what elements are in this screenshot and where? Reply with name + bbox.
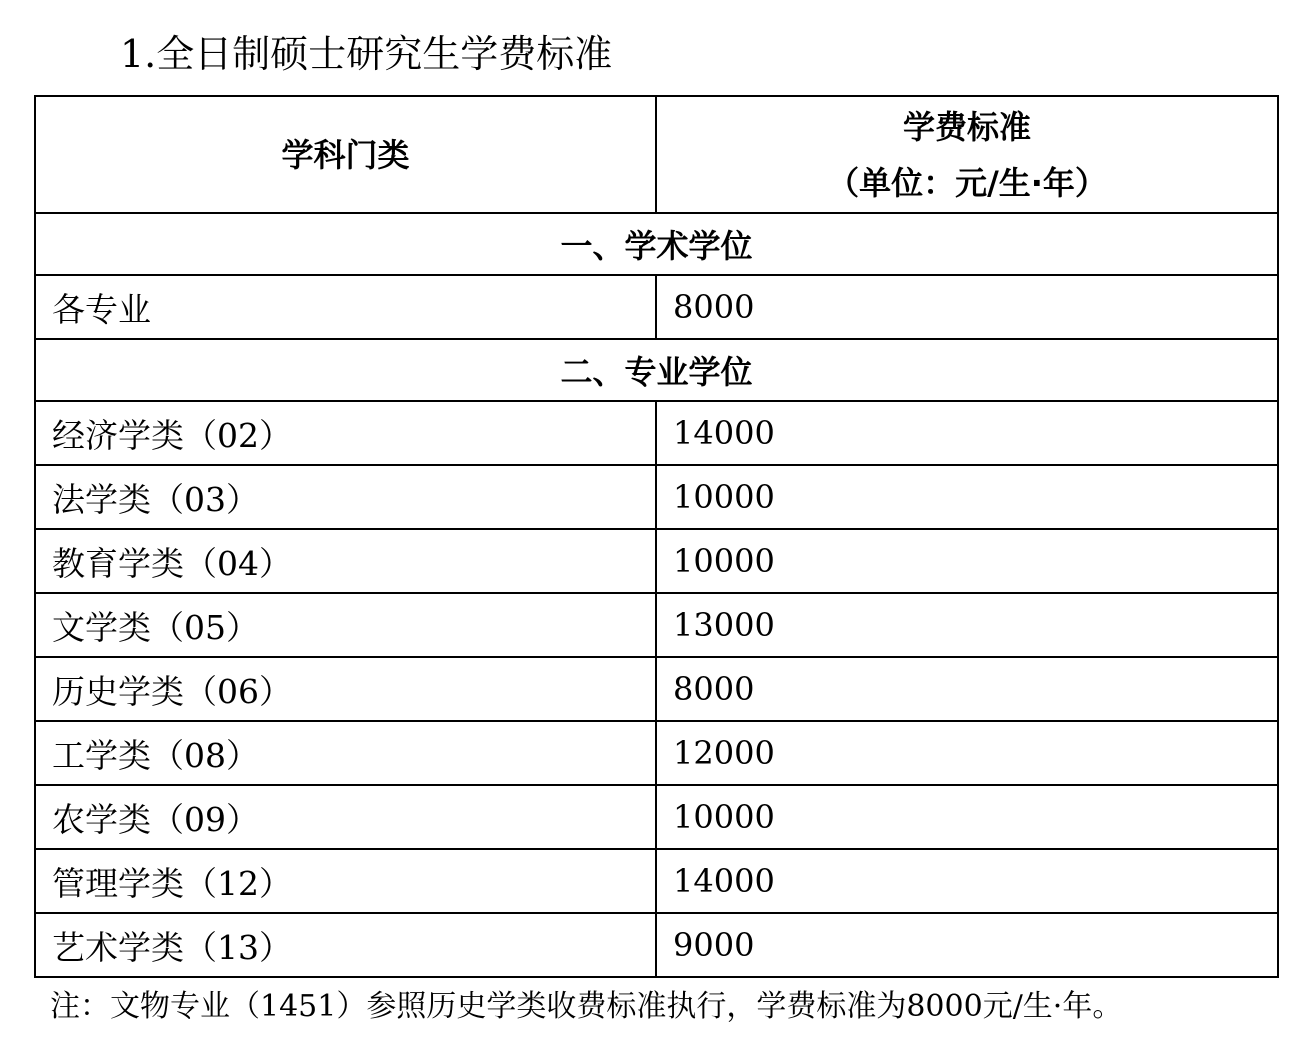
- category-cell: 历史学类（06）: [35, 657, 656, 721]
- fee-cell: 8000: [656, 275, 1278, 339]
- header-fee-title: 学费标准: [902, 107, 1031, 146]
- category-cell: 教育学类（04）: [35, 529, 656, 593]
- category-cell: 经济学类（02）: [35, 401, 656, 465]
- section-label: 一、学术学位: [35, 213, 1278, 275]
- fee-cell: 13000: [656, 593, 1278, 657]
- fee-cell: 10000: [656, 465, 1278, 529]
- table-row: [35, 785, 1278, 849]
- fee-cell: 8000: [656, 657, 1278, 721]
- header-category: 学科门类: [35, 96, 656, 213]
- fee-cell: 14000: [656, 849, 1278, 913]
- fee-cell: 12000: [656, 721, 1278, 785]
- fee-cell: 14000: [656, 401, 1278, 465]
- section-row-professional: [35, 339, 1278, 401]
- header-fee-unit: （单位：元/生·年）: [827, 163, 1107, 202]
- table-row: [35, 529, 1278, 593]
- table-row: [35, 401, 1278, 465]
- section-label: 二、专业学位: [35, 339, 1278, 401]
- table-row: [35, 465, 1278, 529]
- table-row: [35, 275, 1278, 339]
- table-row: [35, 593, 1278, 657]
- category-cell: 工学类（08）: [35, 721, 656, 785]
- category-cell: 各专业: [35, 275, 656, 339]
- category-cell: 管理学类（12）: [35, 849, 656, 913]
- header-fee: [656, 96, 1278, 213]
- category-cell: 农学类（09）: [35, 785, 656, 849]
- page-title: 1.全日制硕士研究生学费标准: [120, 32, 613, 76]
- category-cell: 法学类（03）: [35, 465, 656, 529]
- table-header-row: [35, 96, 1278, 213]
- footnote: 注：文物专业（1451）参照历史学类收费标准执行，学费标准为8000元/生·年。: [50, 989, 1123, 1024]
- section-row-academic: [35, 213, 1278, 275]
- category-cell: 文学类（05）: [35, 593, 656, 657]
- category-cell: 艺术学类（13）: [35, 913, 656, 977]
- table-row: [35, 849, 1278, 913]
- fee-cell: 10000: [656, 529, 1278, 593]
- fee-cell: 9000: [656, 913, 1278, 977]
- table-row: [35, 913, 1278, 977]
- table-row: [35, 721, 1278, 785]
- fee-cell: 10000: [656, 785, 1278, 849]
- tuition-table: [34, 95, 1279, 978]
- table-row: [35, 657, 1278, 721]
